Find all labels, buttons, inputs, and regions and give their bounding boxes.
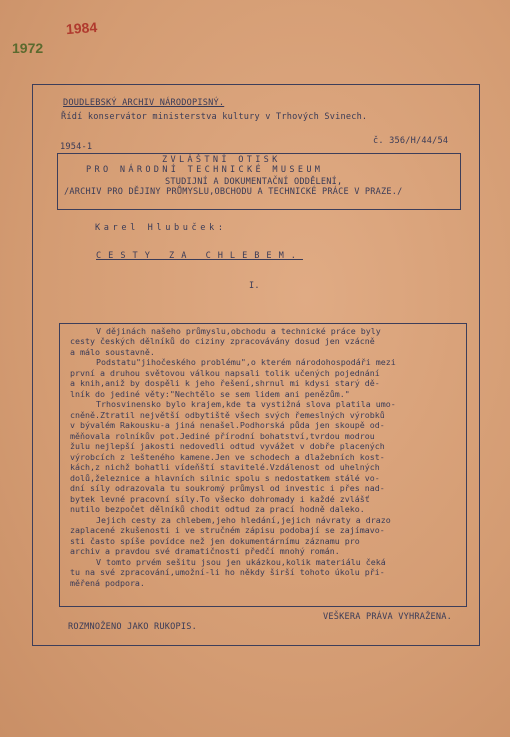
body-line: zaplacené zkušenosti i ve stručném zápisu podobají se zajímavo- xyxy=(70,525,385,535)
footer-reproduced: ROZMNOŽENO JAKO RUKOPIS. xyxy=(68,622,197,632)
pencil-number-red: 1984 xyxy=(65,18,98,38)
body-line: žulu nejlepší jakosti nedovedli odtud vyvážet v dobře placených xyxy=(70,441,385,451)
document-title: CESTY ZA CHLEBEM. xyxy=(96,251,303,261)
author-name: Karel Hlubuček: xyxy=(95,223,227,233)
body-line: Trhosvinensko bylo krajem,kde ta vystižná slova platila umo- xyxy=(96,399,396,409)
body-line: tu na své zpracování,umožní-li ho někdy širší tohoto úkolu při- xyxy=(70,567,385,577)
body-line: Jejich cesty za chlebem,jeho hledání,jejich návraty a drazo xyxy=(96,515,391,525)
body-line: měňovala rolníkův pot.Jediné přírodní bohatství,tvrdou modrou xyxy=(70,431,375,441)
body-line: bytek levné pracovní síly.To všecko dohromady i každé zvlášť xyxy=(70,494,370,504)
offprint-line-1: ZVLÁŠTNÍ OTISK xyxy=(162,155,281,165)
part-number: I. xyxy=(249,281,260,291)
body-line: nutilo bezpočet dělníků chodit odtud za prací hodně daleko. xyxy=(70,504,365,514)
pencil-number-green: 1972 xyxy=(12,40,44,56)
body-line: měřená podpora. xyxy=(70,578,145,588)
body-line: kách,z nichž bohatli vídeňští stavitelé.Vzdálenost od uhelných xyxy=(70,462,380,472)
footer-rights: VEŠKERA PRÁVA VYHRAŽENA. xyxy=(323,612,452,622)
director-line: Řídí konservátor ministerstva kultury v Trhových Svinech. xyxy=(61,112,368,122)
body-line: dolů,železnice a hlavních silnic spolu s nedostatkem stálé vo- xyxy=(70,473,380,483)
issue-year: 1954-1 xyxy=(60,142,93,152)
body-line: v bývalém Rakousku-a jiná nenašel.Podhorská půda jen skoupě od- xyxy=(70,420,385,430)
body-line: dní síly odrazovala tu soukromý průmysl od investic i přes nad- xyxy=(70,483,385,493)
body-line: lník do jediné věty:"Nechtělo se sem lidem ani penězům." xyxy=(70,389,350,399)
body-line: první a druhou světovou válkou napsali tolik učených pojednání xyxy=(70,368,380,378)
reference-number: č. 356/H/44/54 xyxy=(373,136,449,146)
body-line: cněně.Ztratil největší odbytiště všech svých řemeslných výrobků xyxy=(70,410,385,420)
body-line: archiv a pravdou své dramatičnosti předčí mnohý román. xyxy=(70,546,340,556)
body-line: Podstatu"jihočeského problému",o kterém národohospodáři mezi xyxy=(96,357,396,367)
body-line: výrobcích z lešteného kamene.Jen ve schodech a dlažebních kost- xyxy=(70,452,385,462)
offprint-line-3: STUDIJNÍ A DOKUMENTAČNÍ ODDĚLENÍ, xyxy=(165,177,343,187)
offprint-line-4: /ARCHIV PRO DĚJINY PRŮMYSLU,OBCHODU A TECHNICKÉ PRÁCE V PRAZE./ xyxy=(64,187,403,197)
body-line: V tomto prvém sešitu jsou jen ukázkou,kolik materiálu čeká xyxy=(96,557,386,567)
body-line: V dějinách našeho průmyslu,obchodu a technické práce byly xyxy=(96,326,381,336)
body-line: a málo soustavně. xyxy=(70,347,155,357)
body-line: a knih,aniž by dospěli k jeho řešení,shrnul mi kdysi starý dě- xyxy=(70,378,380,388)
body-line: sti často spíše povídce než jen dokumentárnímu záznamu pro xyxy=(70,536,360,546)
body-line: cesty českých dělníků do ciziny zpracovávány dosud jen vzácně xyxy=(70,336,375,346)
offprint-line-2: PRO NÁRODNÍ TECHNICKÉ MUSEUM xyxy=(86,165,324,175)
archive-name: DOUDLEBSKÝ ARCHIV NÁRODOPISNÝ. xyxy=(63,98,225,108)
